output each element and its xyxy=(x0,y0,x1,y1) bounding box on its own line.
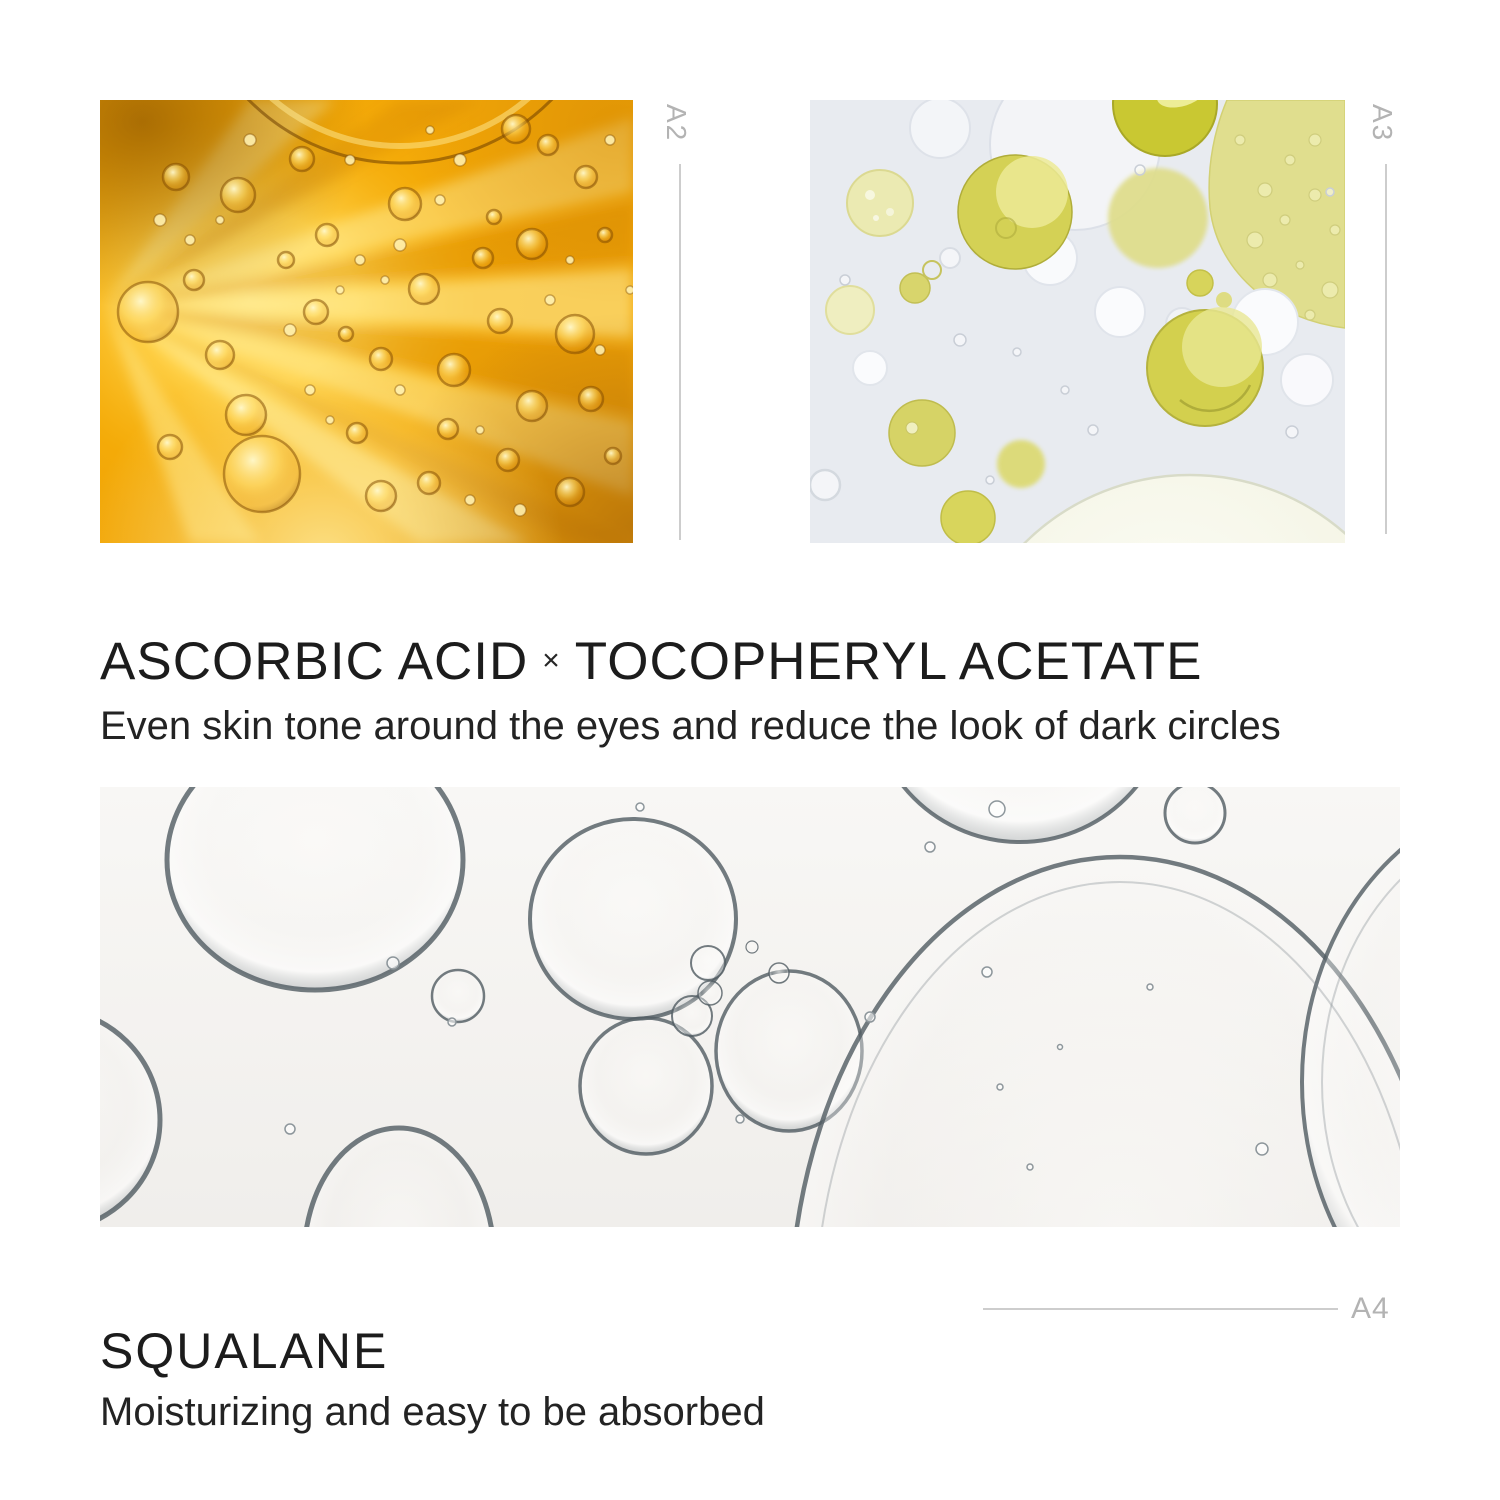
vitamin-heading-right: TOCOPHERYL ACETATE xyxy=(574,631,1203,691)
times-symbol: × xyxy=(542,643,561,677)
label-a3-line xyxy=(1385,164,1387,534)
label-a2: A2 xyxy=(661,104,692,143)
vitamin-heading-left: ASCORBIC ACID xyxy=(100,631,529,691)
clear-bubbles-illustration xyxy=(100,787,1400,1227)
vitamin-subheading: Even skin tone around the eyes and reduce the look of dark circles xyxy=(100,704,1281,748)
vitamin-heading xyxy=(100,631,1203,691)
label-a4-line xyxy=(983,1308,1338,1310)
label-a2-line xyxy=(679,164,681,540)
olive-oil-illustration xyxy=(810,100,1345,543)
tocopheryl-acetate-oil-photo xyxy=(810,100,1345,543)
squalane-bubbles-photo xyxy=(100,787,1400,1227)
gold-oil-illustration xyxy=(100,100,633,543)
squalane-subheading: Moisturizing and easy to be absorbed xyxy=(100,1390,765,1434)
squalane-heading: SQUALANE xyxy=(100,1322,389,1379)
label-a4: A4 xyxy=(1351,1292,1390,1325)
ascorbic-acid-oil-photo xyxy=(100,100,633,543)
label-a3: A3 xyxy=(1367,104,1398,143)
